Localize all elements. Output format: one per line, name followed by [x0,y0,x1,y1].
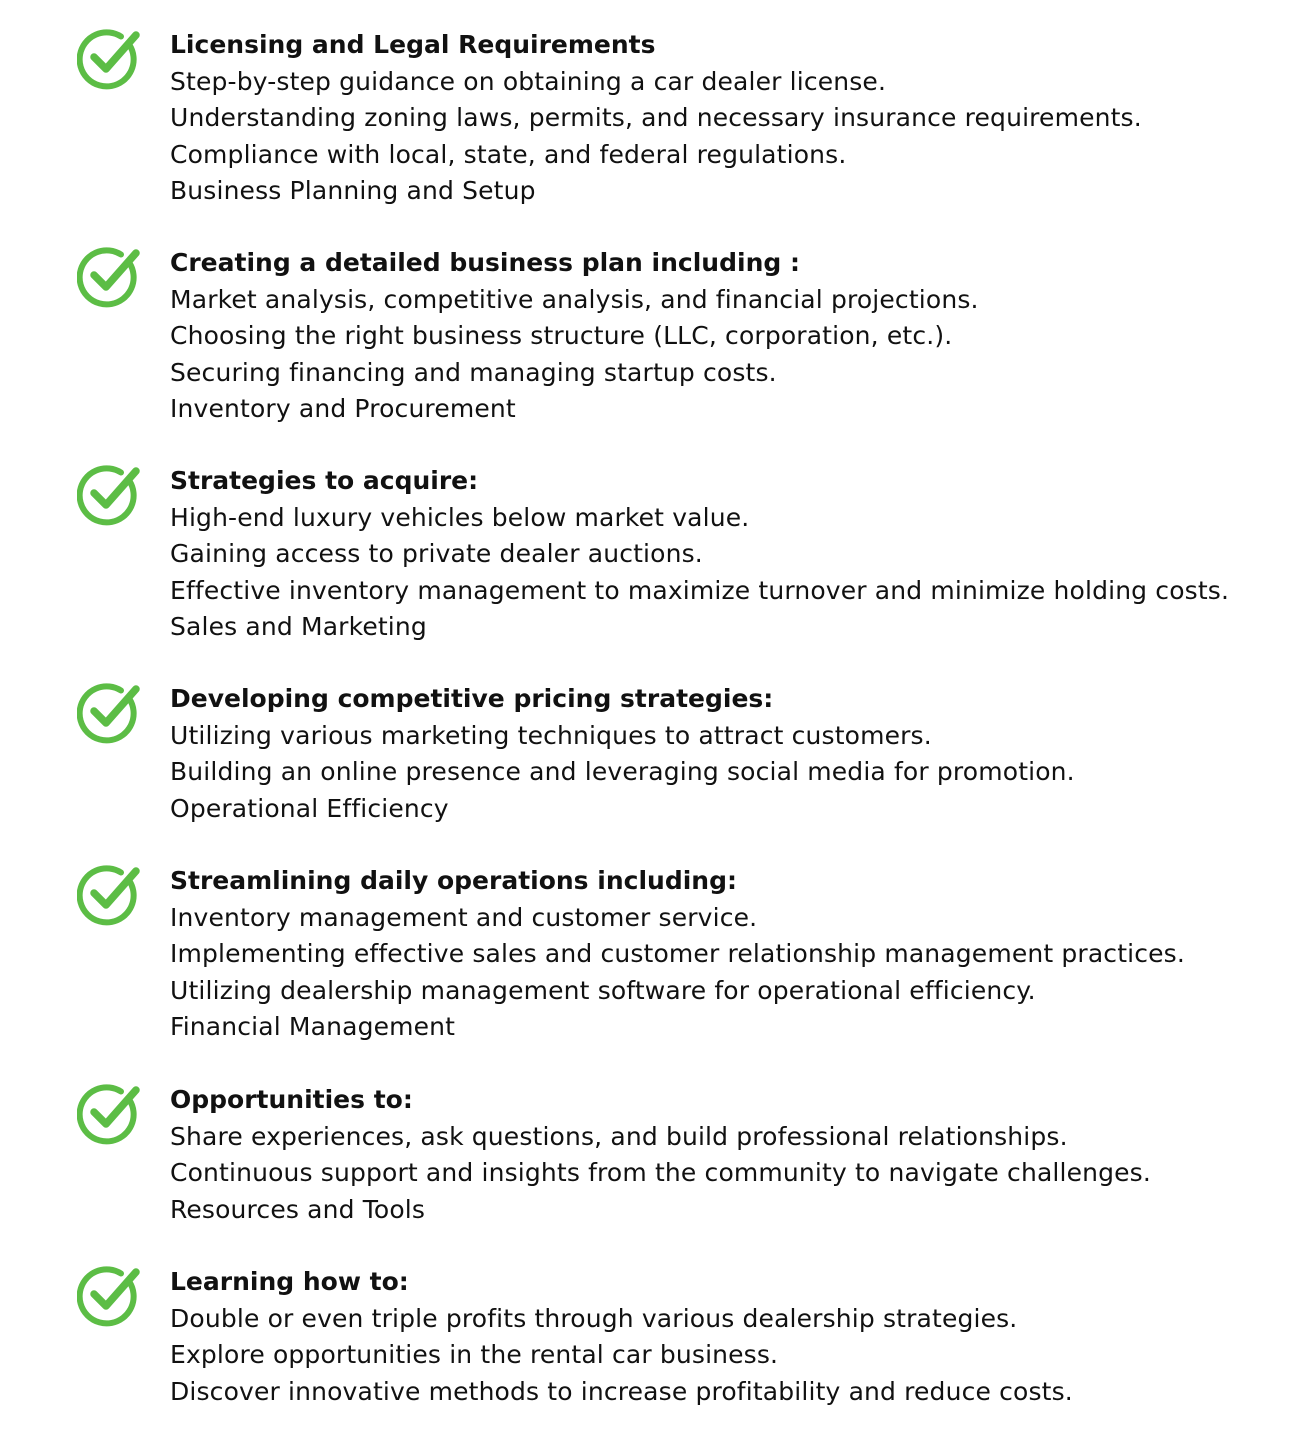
section-text [170,863,1291,1046]
section-text [170,245,1291,428]
section-text [170,1082,1291,1228]
section-item: Inventory and Procurement [170,394,516,423]
section-item: Step-by-step guidance on obtaining a car dealer license. [170,66,887,96]
checkmark-circle-icon [77,463,141,527]
section-heading: Streamlining daily operations including: [170,866,737,895]
section-item: Continuous support and insights from the community to navigate challenges. [170,1158,1151,1187]
section-item: Utilizing various marketing techniques to attract customers. [170,720,932,750]
section-item: Discover innovative methods to increase profitability and reduce costs. [170,1376,1073,1406]
section-heading: Strategies to acquire: [170,466,479,495]
checkmark-circle-icon [77,27,141,91]
section-heading: Licensing and Legal Requirements [170,30,656,59]
section-heading: Creating a detailed business plan including : [170,248,800,277]
section-heading: Opportunities to: [170,1085,413,1114]
section-item: Resources and Tools [170,1194,426,1224]
section-heading: Developing competitive pricing strategies: [170,684,774,713]
checkmark-circle-icon [77,1264,141,1328]
section-item: Explore opportunities in the rental car business. [170,1340,779,1369]
section-item: Utilizing dealership management software for operational efficiency. [170,975,1036,1005]
checkmark-circle-icon [77,1082,141,1146]
section-item: Effective inventory management to maximize turnover and minimize holding costs. [170,575,1230,605]
section-item: Securing financing and managing startup costs. [170,357,777,387]
section-item: Choosing the right business structure (LLC, corporation, etc.). [170,321,953,350]
section-heading: Learning how to: [170,1267,409,1296]
section-item: High-end luxury vehicles below market value. [170,502,750,532]
section-item: Building an online presence and leveraging social media for promotion. [170,757,1075,786]
section-text [170,463,1291,646]
section-item: Market analysis, competitive analysis, and financial projections. [170,284,979,314]
section-item: Inventory management and customer service. [170,902,758,932]
section-item: Share experiences, ask questions, and build professional relationships. [170,1121,1068,1151]
section-item: Understanding zoning laws, permits, and necessary insurance requirements. [170,103,1142,132]
section-item: Double or even triple profits through various dealership strategies. [170,1303,1018,1333]
section-item: Operational Efficiency [170,793,449,823]
checkmark-circle-icon [77,863,141,927]
section-text [170,681,1291,827]
section-item: Compliance with local, state, and federal regulations. [170,139,847,169]
section-text [170,27,1291,210]
checkmark-circle-icon [77,681,141,745]
section-item: Gaining access to private dealer auctions. [170,539,703,568]
checkmark-circle-icon [77,245,141,309]
section-item: Sales and Marketing [170,612,427,641]
section-text [170,1264,1291,1410]
section-item: Business Planning and Setup [170,176,536,205]
section-item: Financial Management [170,1012,456,1041]
section-item: Implementing effective sales and customer relationship management practices. [170,939,1185,968]
